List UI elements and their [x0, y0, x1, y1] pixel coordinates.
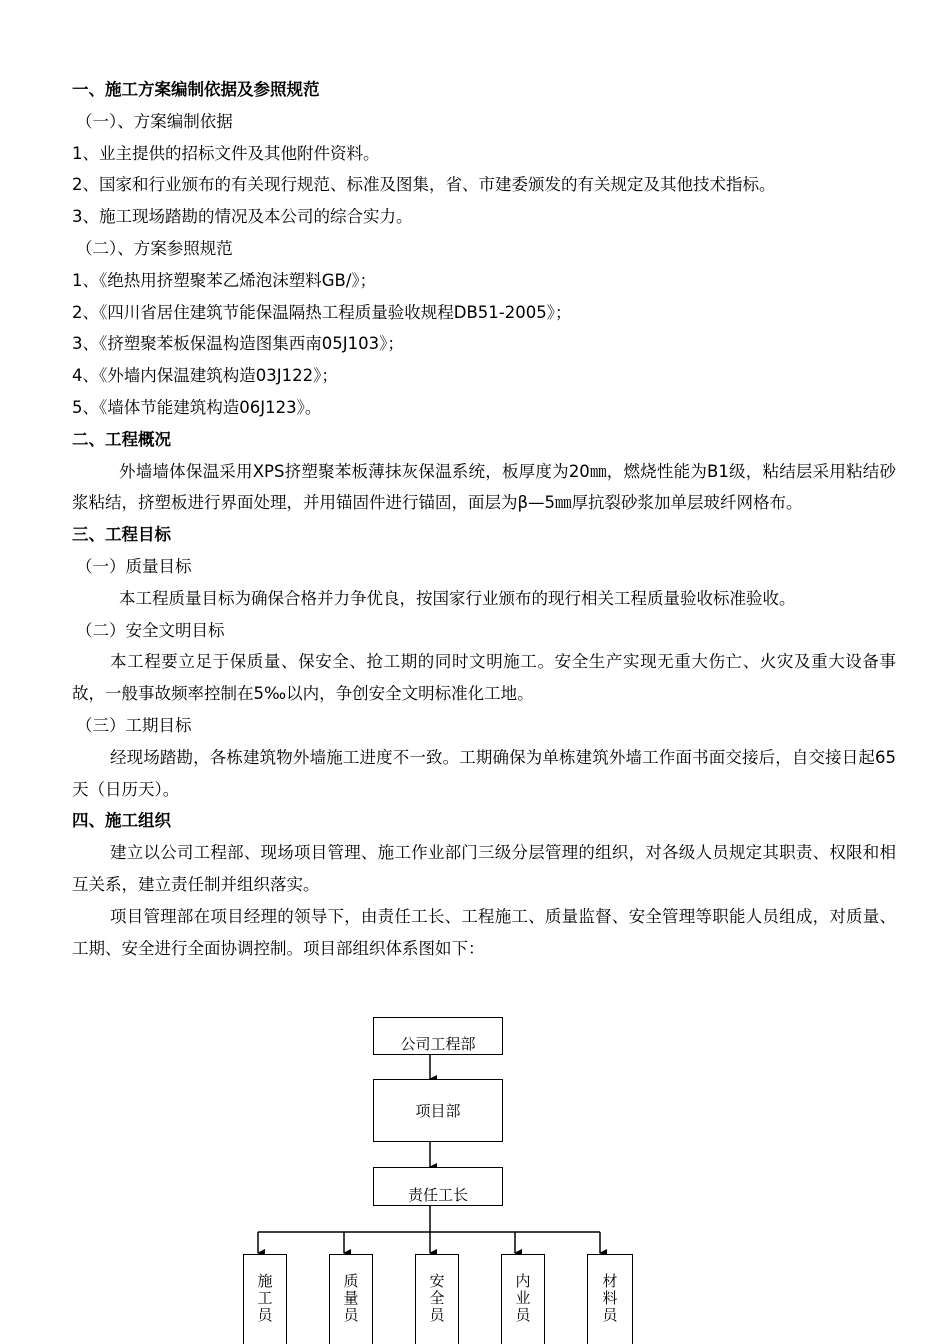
char: 施 [257, 1272, 273, 1290]
char: 材 [602, 1272, 618, 1290]
schedule-goal-paragraph: 经现场踏勘，各栋建筑物外墙施工进度不一致。工期确保为单栋建筑外墙工作面书面交接后，自交接日起65天（日历天）。 [72, 747, 896, 799]
reference-item-1: 1、《绝热用挤塑聚苯乙烯泡沫塑料GB/》； [72, 270, 377, 290]
char: 安 [429, 1272, 445, 1290]
char: 员 [257, 1306, 273, 1324]
basis-item-1: 1、业主提供的招标文件及其他附件资料。 [72, 143, 380, 163]
org-box-foreman-label: 责任工长 [407, 1186, 468, 1204]
char: 质 [343, 1272, 359, 1290]
org-box-quality-staff [329, 1254, 373, 1344]
reference-item-4: 4、《外墙内保温建筑构造03J122》； [72, 366, 338, 386]
char: 员 [343, 1306, 359, 1324]
schedule-goal-subtitle: （三）工期目标 [76, 715, 192, 735]
section-3-title: 三、工程目标 [72, 525, 171, 545]
section-1-subtitle-references: （二）、方案参照规范 [76, 238, 233, 258]
char: 量 [343, 1289, 359, 1307]
organization-paragraph-1: 建立以公司工程部、现场项目管理、施工作业部门三级分层管理的组织，对各级人员规定其职责、权限和相互关系，建立责任制并组织落实。 [72, 843, 896, 894]
safety-goal-subtitle: （二）安全文明目标 [76, 620, 225, 640]
char: 料 [602, 1289, 618, 1307]
quality-goal-paragraph: 本工程质量目标为确保合格并力争优良，按国家行业颁布的现行相关工程质量验收标准验收。 [119, 588, 796, 608]
section-4-title: 四、施工组织 [72, 811, 171, 831]
char: 内 [515, 1272, 531, 1290]
basis-item-2: 2、国家和行业颁布的有关现行规范、标准及图集，省、市建委颁发的有关规定及其他技术指标。 [72, 175, 776, 195]
org-box-construction-staff [243, 1254, 287, 1344]
section-2-title: 二、工程概况 [72, 429, 171, 449]
char: 员 [515, 1306, 531, 1324]
char: 全 [429, 1289, 445, 1307]
reference-item-2: 2、《四川省居住建筑节能保温隔热工程质量验收规程DB51-2005》； [72, 302, 572, 322]
safety-goal-paragraph: 本工程要立足于保质量、保安全、抢工期的同时文明施工。安全生产实现无重大伤亡、火灾及重大设备事故，一般事故频率控制在5‰以内，争创安全文明标准化工地。 [72, 652, 896, 704]
char: 工 [257, 1289, 273, 1307]
basis-item-3: 3、施工现场踏勘的情况及本公司的综合实力。 [72, 207, 413, 227]
char: 业 [515, 1289, 531, 1307]
org-box-project-department-label: 项目部 [415, 1102, 461, 1120]
section-1-subtitle-basis: （一）、方案编制依据 [76, 111, 233, 131]
org-box-foreman [373, 1167, 503, 1206]
char: 员 [429, 1306, 445, 1324]
project-overview-paragraph: 外墙墙体保温采用XPS挤塑聚苯板薄抹灰保温系统，板厚度为20㎜，燃烧性能为B1级，粘结层采用粘结砂浆粘结，挤塑板进行界面处理，并用锚固件进行锚固，面层为β—5㎜厚抗裂砂浆加单层玻纤网格布。 [72, 461, 896, 513]
reference-item-3: 3、《挤塑聚苯板保温构造图集西南05J103》； [72, 334, 404, 354]
org-box-safety-staff [415, 1254, 459, 1344]
reference-item-5: 5、《墙体节能建筑构造06J123》。 [72, 397, 322, 417]
organization-paragraph-2: 项目管理部在项目经理的领导下，由责任工长、工程施工、质量监督、安全管理等职能人员组成，对质量、工期、安全进行全面协调控制。项目部组织体系图如下： [72, 906, 896, 958]
section-1-title: 一、施工方案编制依据及参照规范 [72, 80, 320, 99]
org-box-materials-staff [587, 1254, 633, 1344]
org-box-documentation-staff [501, 1254, 545, 1344]
quality-goal-subtitle: （一）质量目标 [76, 556, 192, 576]
org-box-project-department [373, 1079, 503, 1142]
org-box-company-engineering-label: 公司工程部 [400, 1035, 476, 1053]
char: 员 [602, 1306, 618, 1324]
org-box-company-engineering [373, 1017, 503, 1055]
